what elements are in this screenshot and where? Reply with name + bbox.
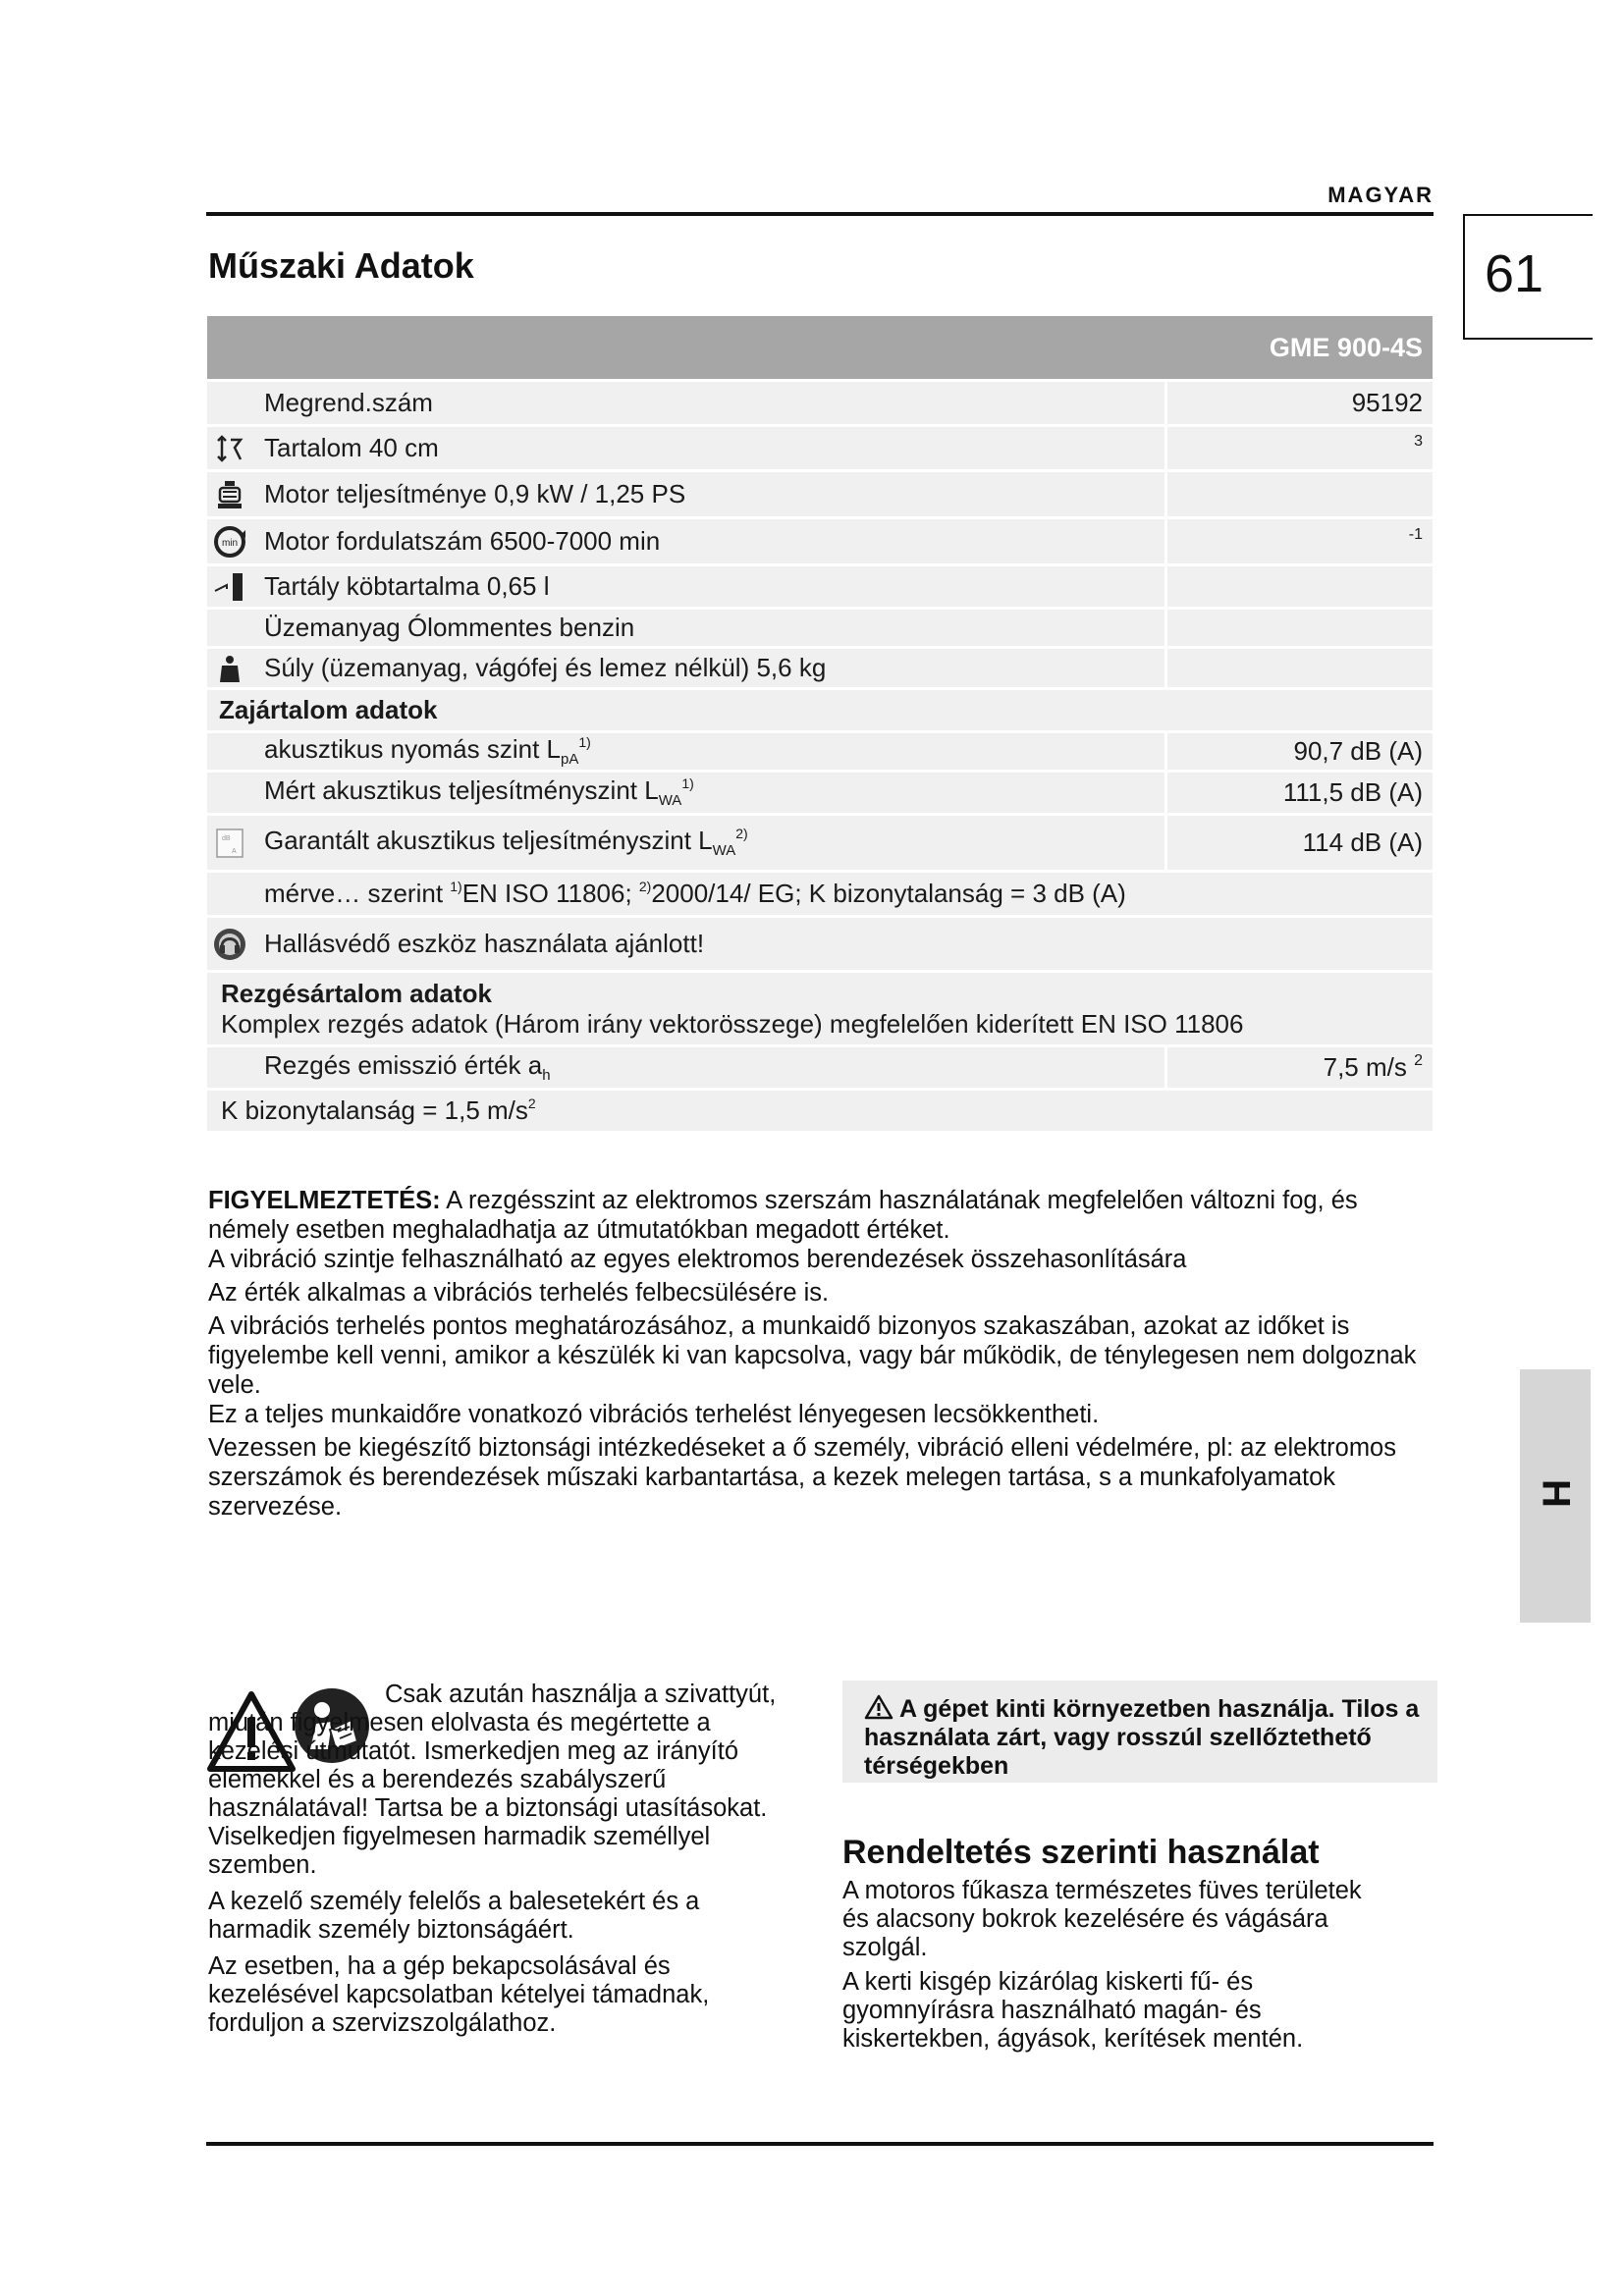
intended-use-text [842,1877,1392,2059]
spec-table-header [207,316,1433,381]
language-label: MAGYAR [1327,183,1434,207]
engine-power-label: Motor teljesítménye 0,9 kW / 1,25 PS [252,471,1166,518]
table-row [207,732,1433,772]
table-row [207,815,1433,872]
intended-use-title: Rendeltetés szerinti használat [842,1834,1320,1871]
guaranteed-sound-power-label: Garantált akusztikus teljesítményszint $L_{WA}^{2)}$ [252,815,1166,872]
vibration-emission-label: Rezgés emisszió érték $a_h$ [252,1046,1166,1090]
table-row [207,872,1433,917]
section-title: Műszaki Adatok [208,245,474,286]
cutting-width-label: Tartalom 40 cm [252,426,1166,471]
measured-sound-power-value: 111,5 dB (A) [1166,772,1434,815]
table-row [207,381,1433,426]
sound-pressure-label: akusztikus nyomás szint $L_{pA}^{1)}$ [252,732,1166,772]
measured-sound-power-label: Mért akusztikus teljesítményszint $L_{WA}^{1)}$ [252,772,1166,815]
noise-section-title: Zajártalom adatok [207,689,1433,732]
ear-protection-note: Hallásvédő eszköz használata ajánlott! [252,917,1433,972]
outdoor-use-notice [842,1681,1437,1783]
language-side-tab [1520,1369,1591,1623]
fuel-type-label: Üzemanyag Ólommentes benzin [252,609,1166,648]
weight-icon [218,654,242,683]
sound-pressure-value: 90,7 dB (A) [1166,732,1434,772]
footer-rule [206,2142,1434,2146]
engine-speed-label: Motor fordulatszám 6500-7000 min [252,518,1166,565]
table-row [207,772,1433,815]
model-name: GME 900-4S [1166,316,1434,381]
vibration-emission-value: 7,5 m/s $^2$ [1166,1046,1434,1090]
order-number-value: 95192 [1166,381,1434,426]
vibration-uncertainty: K bizonytalanság = 1,5 $m/s^2$ [207,1090,1433,1133]
warning-paragraph-5: Ez a teljes munkaidőre vonatkozó vibrációs terhelést lényegesen lecsökkentheti. [208,1401,1100,1428]
table-row [207,648,1433,689]
order-number-label: Megrend.szám [252,381,1166,426]
weight-label: Súly (üzemanyag, vágófej és lemez nélkül) 5,6 kg [252,648,1166,689]
ear-protection-icon [212,927,247,962]
table-row [207,471,1433,518]
measured-according-line: mérve… szerint $^{1)}$EN ISO 11806; $^{2)}$2000/14/ EG; K bizonytalanság = 3 dB (A) [252,872,1433,917]
table-row [207,689,1433,732]
safety-paragraph-3: Az esetben, ha a gép bekapcsolásával és kezelésével kapcsolatban kételyei támadnak, forduljon a szervizszolgálathoz. [208,1952,710,2037]
page-number: 61 [1485,244,1544,303]
warning-block [208,1186,1435,1522]
safety-paragraph-2: A kezelő személy felelős a balesetekért és a harmadik személy biztonságáért. [208,1888,700,1944]
vibration-section-title: Rezgésártalom adatok [221,978,492,1008]
sound-label-icon [214,827,245,860]
table-row [207,565,1433,609]
svg-text:A: A [232,847,237,855]
warning-paragraph-6: Vezessen be kiegészítő biztonsági intézkedéseket a ő személy, vibráció elleni védelmére, pl: az elektromos szerszámok és berendezések műszaki karbantartása, a kezek melegen tartása, s a munkafolyamatok szervezése. [208,1434,1396,1521]
intended-use-paragraph-2: A kerti kisgép kizárólag kiskerti fű- és gyomnyírásra használható magán- és kiskertekben, ágyások, kerítések mentén. [842,1968,1304,2053]
side-tab-letter: H [1534,1479,1578,1508]
table-row [207,609,1433,648]
cutting-width-icon [215,434,244,463]
notice-text: A gépet kinti környezetben használja. Tilos a használata zárt, vagy rosszúl szellőztethető térségekben [864,1695,1420,1780]
table-row [207,1090,1433,1133]
safety-instructions [208,1681,797,2046]
spec-table [207,316,1433,1134]
table-row [207,518,1433,565]
warning-paragraph-1: FIGYELMEZTETÉS: A rezgésszint az elektromos szerszám használatának megfelelően változni fog, és némely esetben meghaladhatja az útmutatókban megadott értéket. [208,1187,1358,1244]
table-row [207,1046,1433,1090]
page-number-tab [1463,214,1593,340]
table-row [207,972,1433,1046]
warning-paragraph-2: A vibráció szintje felhasználható az egyes elektromos berendezések összehasonlítására [208,1246,1187,1273]
safety-paragraph-1: Csak azután használja a szivattyút, miután figyelmesen elolvasta és megértette a kezelési útmutatót. Ismerkedjen meg az irányító elemekkel és a berendezés szabályszerű használatával! Tartsa be a biztonsági utasításokat. Viselkedjen figyelmesen harmadik személlyel szemben. [208,1681,777,1879]
tank-capacity-label: Tartály köbtartalma 0,65 l [252,565,1166,609]
warning-paragraph-4: A vibrációs terhelés pontos meghatározásához, a munkaidő bizonyos szakaszában, azokat az időket is figyelembe kell venni, amikor a készülék ki van kapcsolva, vagy bár működik, de ténylegesen nem dolgoznak vele. [208,1312,1417,1399]
cutting-width-sup: 3 [1414,433,1423,450]
table-row [207,917,1433,972]
warning-triangle-icon [864,1694,893,1720]
header-rule [206,212,1434,216]
svg-text:dB: dB [222,834,231,842]
engine-speed-sup: -1 [1408,526,1423,543]
table-row [207,426,1433,471]
fuel-tank-icon [213,571,246,603]
rpm-gauge-icon [212,524,247,560]
engine-icon [215,479,244,510]
rpm-gauge-text: min [221,537,239,549]
warning-paragraph-3: Az érték alkalmas a vibrációs terhelés felbecsülésére is. [208,1279,830,1307]
vibration-section [207,972,1433,1046]
guaranteed-sound-power-value: 114 dB (A) [1166,815,1434,872]
vibration-description: Komplex rezgés adatok (Három irány vektorösszege) megfelelően kiderített EN ISO 11806 [221,1008,1244,1039]
warning-lead: FIGYELMEZTETÉS: [208,1187,441,1214]
intended-use-paragraph-1: A motoros fűkasza természetes füves területek és alacsony bokrok kezelésére és vágására szolgál. [842,1877,1362,1961]
